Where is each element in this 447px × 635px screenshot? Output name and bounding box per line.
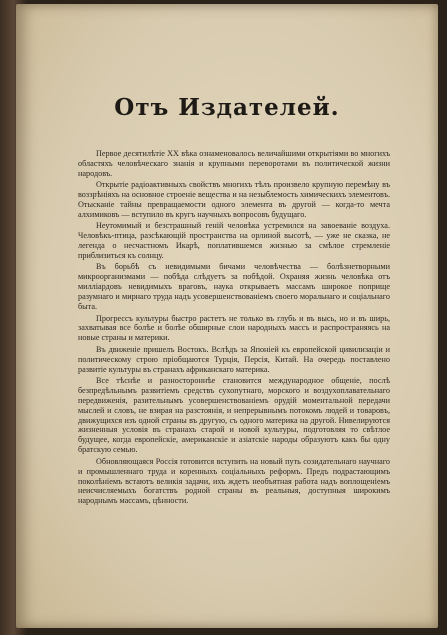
paragraph-2: Открытіе радіоактивныхъ свойствъ многихъ тѣлъ произвело крупную перемѣну въ воззрѣніяхъ на основное строеніе вещества и на незыблемость химическихъ элементовъ. Отысканіе тайны превращаемости одного элемента въ другой — когда-то мечта алхимиковъ — вступило въ кругъ научныхъ вопросовъ будущаго. (78, 180, 390, 219)
paragraph-1: Первое десятилѣтіе XX вѣка ознаменовалось величайшими открытіями во многихъ областяхъ человѣческаго знанія и крупными переворотами въ политической жизни народовъ. (78, 149, 390, 178)
paragraph-4: Въ борьбѣ съ невидимыми бичами человѣчества — болѣзнетворными микроорганизмами — побѣда слѣдуетъ за побѣдой. Охраняя жизнь человѣка отъ милліардовъ невидимыхъ враговъ, наука открываетъ массамъ широкое поприще разумнаго и мирнаго труда надъ усовершенствованіемъ своего моральнаго и соціальнаго быта. (78, 262, 390, 312)
body-text (78, 149, 390, 508)
paragraph-7: Все тѣснѣе и разностороннѣе становится международное общеніе, послѣ безпредѣльнымъ развитіемъ средствъ сухопутнаго, морского и воздухоплавательнаго передвиженія, разительнымъ усовершенствованіемъ орудій моментальной передачи мыслей и словъ, не взирая на разстоянія, и непрерывнымъ потокомъ людей и товаровъ, движущихся изъ одной страны въ другую, съ одного материка на другой. Нивелируются жизненныя условія въ странахъ старой и новой культуры, подготовляя то свѣтлое будущее, когда европейскіе, американскіе и азіатскіе народы образуютъ какъ бы одну братскую семью. (78, 375, 390, 455)
paragraph-6: Въ движеніе пришелъ Востокъ. Вслѣдъ за Японіей къ европейской цивилизаціи и политическому строю пріобщаются Турція, Персія, Китай. На очередь поставлено развитіе культуры въ странахъ африканскаго материка. (78, 344, 390, 374)
page-title: Отъ Издателей. (114, 94, 340, 121)
paragraph-3: Неутомимый и безстрашный геній человѣка устремился на завоеваніе воздуха. Человѣкъ-птица, разсѣкающій пространства на орлиной высотѣ, — уже не сказка, не легенда о несчастномъ Икарѣ, поплатившемся жизнью за смѣлое стремленіе приблизиться къ солнцу. (78, 221, 390, 261)
paragraph-5: Прогрессъ культуры быстро растетъ не только въ глубь и въ высь, но и въ ширь, захватывая все болѣе и болѣе обширные слои народныхъ массъ и распространяясь на новые страны и материки. (78, 313, 390, 343)
book-page (16, 4, 438, 628)
paragraph-8: Обновляющаяся Россія готовится вступить на новый путь созидательнаго научнаго и промышленнаго труда и коренныхъ соціальныхъ реформъ. Предъ подрастающимъ поколѣніемъ встаютъ великія задачи, ихъ ждетъ необъятная работа надъ воплощеніемъ неисчисляемыхъ богатствъ родной страны въ реальныя, доступныя широкимъ народнымъ массамъ, цѣнности. (78, 456, 390, 506)
